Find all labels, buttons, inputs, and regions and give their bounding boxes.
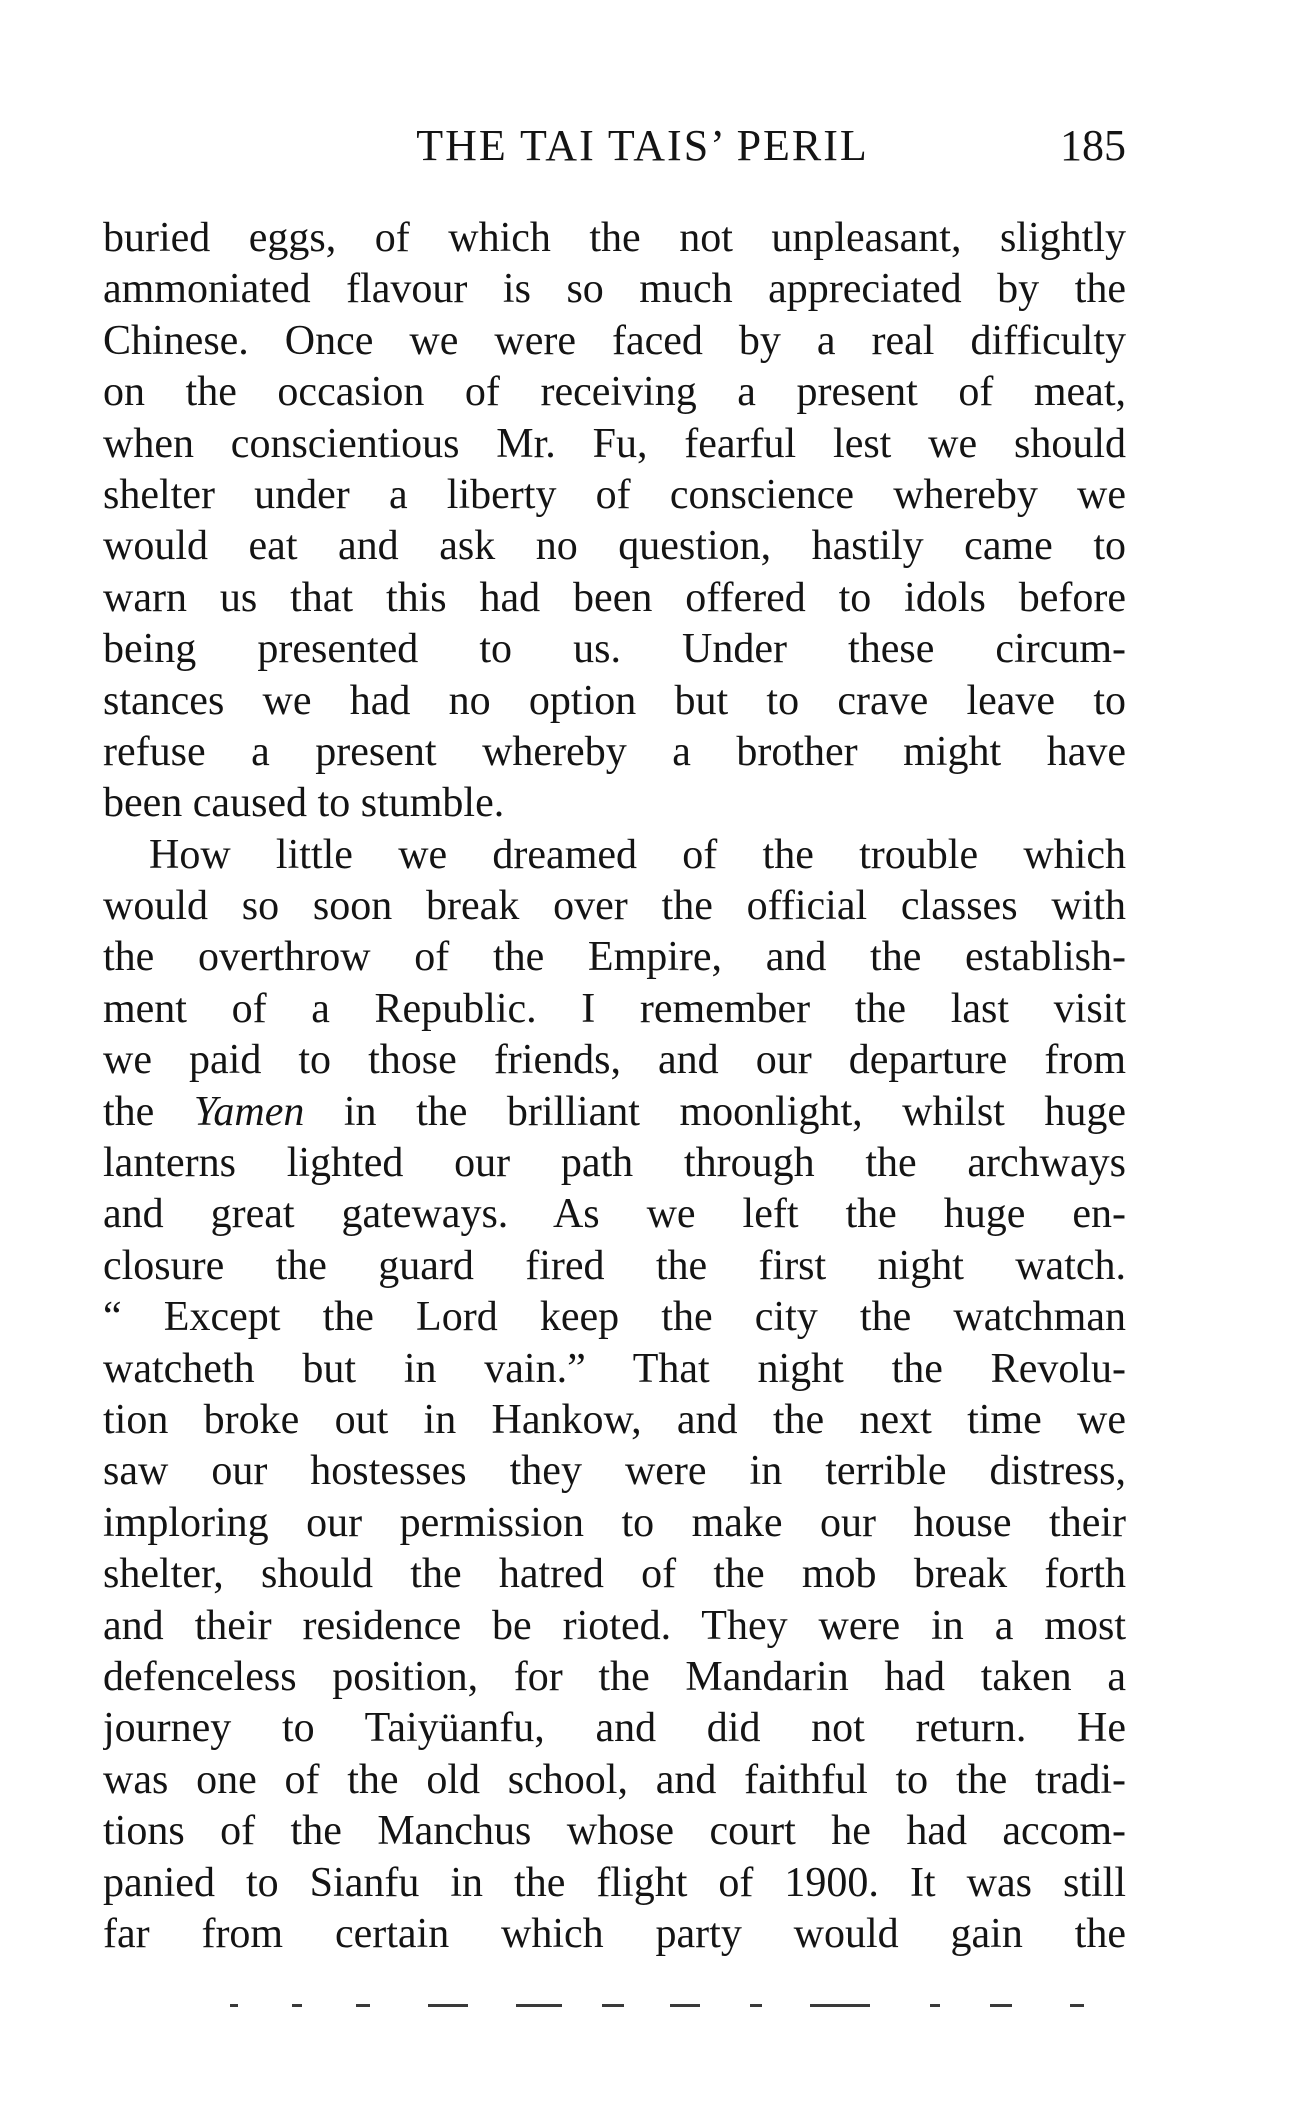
paragraph-2-line-18: journey to Taiyüanfu, and did not return. He	[103, 1705, 1126, 1752]
paragraph-1-line-11: refuse a present whereby a brother might have	[103, 728, 1126, 775]
paragraph-2-line-17: defenceless position, for the Mandarin had taken a	[103, 1653, 1126, 1700]
body-text	[103, 213, 1126, 1960]
paragraph-2-line-14: imploring our permission to make our house their	[103, 1499, 1126, 1546]
line-6-before: the	[103, 1088, 194, 1135]
line-6-after: in the brilliant moonlight, whilst huge	[304, 1088, 1126, 1135]
paragraph-2-line-12: tion broke out in Hankow, and the next time we	[103, 1396, 1126, 1443]
running-title: THE TAI TAIS’ PERIL	[416, 121, 869, 170]
paragraph-1-line-1: buried eggs, of which the not unpleasant, slightly	[103, 215, 1126, 261]
paragraph-1-line-4: on the occasion of receiving a present of meat,	[103, 369, 1126, 416]
paragraph-2-line-11: watcheth but in vain.” That night the Revolu-	[103, 1345, 1126, 1392]
cut-off-next-line	[230, 2004, 1090, 2008]
paragraph-2-line-9: closure the guard fired the first night watch.	[103, 1242, 1126, 1289]
italic-yamen: Yamen	[193, 1088, 305, 1135]
paragraph-2-line-4: ment of a Republic. I remember the last visit	[103, 985, 1126, 1032]
paragraph-1-line-9: being presented to us. Under these circum-	[103, 626, 1126, 673]
paragraph-2-line-20: tions of the Manchus whose court he had accom-	[103, 1808, 1126, 1855]
paragraph-2-line-1: How little we dreamed of the trouble which	[149, 831, 1126, 878]
paragraph-2-line-13: saw our hostesses they were in terrible distress,	[103, 1448, 1126, 1495]
paragraph-1-line-2: ammoniated flavour is so much appreciated by the	[103, 266, 1126, 313]
paragraph-2-line-15: shelter, should the hatred of the mob break forth	[103, 1551, 1126, 1598]
paragraph-1-line-5: when conscientious Mr. Fu, fearful lest we should	[103, 420, 1126, 467]
paragraph-1-line-6: shelter under a liberty of conscience whereby we	[103, 471, 1126, 518]
paragraph-2-line-3: the overthrow of the Empire, and the establish-	[103, 934, 1126, 981]
paragraph-1-line-12: been caused to stumble.	[103, 780, 505, 827]
paragraph-2-line-5: we paid to those friends, and our departure from	[103, 1037, 1126, 1084]
paragraph-2-line-16: and their residence be rioted. They were in a most	[103, 1602, 1126, 1649]
paragraph-1-line-8: warn us that this had been offered to idols before	[103, 574, 1126, 621]
paragraph-2-line-7: lanterns lighted our path through the archways	[103, 1140, 1126, 1187]
paragraph-2-line-21: panied to Sianfu in the flight of 1900. It was still	[103, 1859, 1126, 1906]
paragraph-1-line-7: would eat and ask no question, hastily came to	[103, 523, 1126, 570]
page-number: 185	[1060, 121, 1126, 170]
paragraph-1-line-3: Chinese. Once we were faced by a real difficulty	[103, 317, 1126, 364]
running-head	[103, 118, 1126, 174]
paragraph-2-line-8: and great gateways. As we left the huge en-	[103, 1191, 1126, 1238]
paragraph-1-line-10: stances we had no option but to crave leave to	[103, 677, 1126, 724]
paragraph-2-line-10: “ Except the Lord keep the city the watchman	[103, 1294, 1126, 1341]
paragraph-2-line-19: was one of the old school, and faithful to the tradi-	[103, 1756, 1126, 1803]
paragraph-2-line-22: far from certain which party would gain the	[103, 1910, 1126, 1957]
paragraph-2-line-6	[103, 1087, 1126, 1138]
paragraph-2-line-2: would so soon break over the official classes with	[103, 883, 1126, 930]
